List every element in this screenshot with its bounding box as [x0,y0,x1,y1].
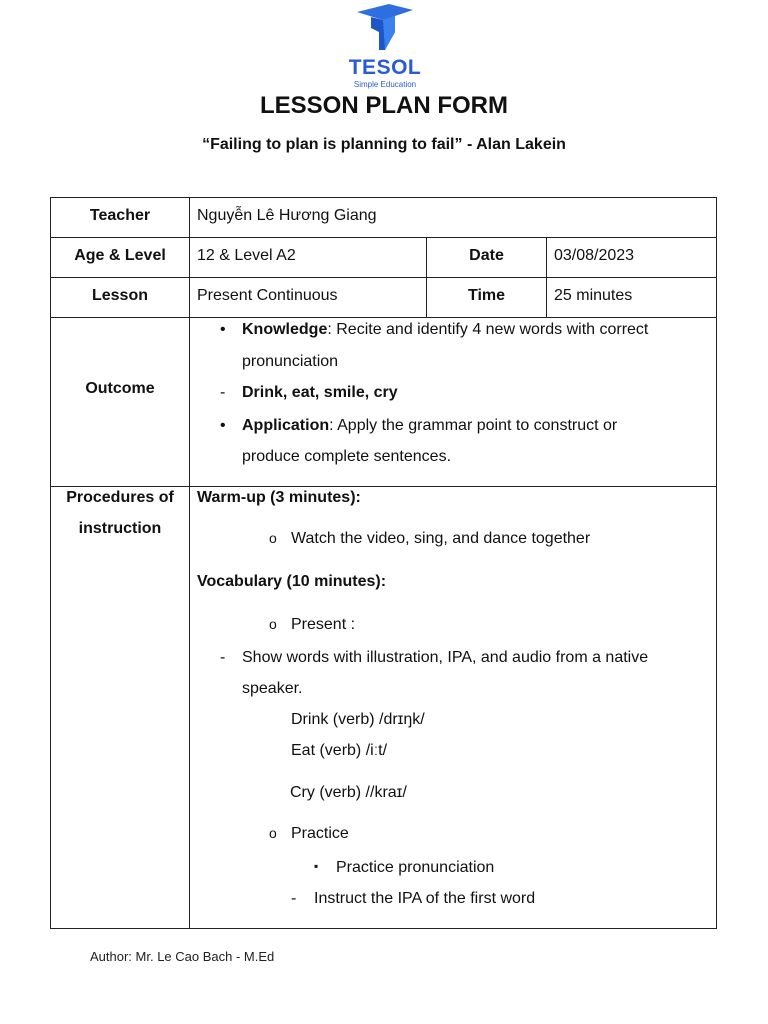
date-value: 03/08/2023 [546,238,716,277]
warmup-item: Watch the video, sing, and dance together [291,530,591,547]
application-label: Application [242,417,330,434]
circle-bullet-icon: o [269,616,277,632]
procedures-content [189,487,716,928]
logo-name: TESOL [348,56,422,79]
bullet-icon: • [220,417,226,434]
procedures-row [50,486,717,929]
page-title: LESSON PLAN FORM [259,92,508,119]
lesson-label: Lesson [91,287,148,304]
logo-tagline: Simple Education [353,80,417,89]
age-level-label: Age & Level [74,247,166,264]
outcome-content [189,318,716,486]
application-line [242,417,617,435]
square-bullet-icon: ▪ [314,859,319,873]
show-words-line: Show words with illustration, IPA, and audio from a native [242,649,649,666]
vocab-word-eat: Eat (verb) /iːt/ [291,742,388,759]
procedures-label-1: Procedures of [66,489,174,506]
dash-icon: - [220,649,226,666]
practice-item: Practice [291,825,349,842]
tesol-logo [340,2,430,92]
procedures-label-cell [51,487,189,928]
present-item: Present : [291,616,356,633]
outcome-row [50,317,717,487]
knowledge-line [242,321,648,339]
lesson-value: Present Continuous [189,278,426,317]
teacher-row [50,197,717,238]
teacher-label: Teacher [89,207,151,224]
time-value: 25 minutes [546,278,716,317]
bullet-icon: • [220,321,226,338]
vocab-word-drink: Drink (verb) /drɪŋk/ [291,711,425,728]
knowledge-text: : Recite and identify 4 new words with correct [327,321,649,338]
circle-bullet-icon: o [269,825,277,841]
teacher-value: Nguyễn Lê Hương Giang [189,198,716,237]
age-level-value: 12 & Level A2 [189,238,426,277]
instruct-line: Instruct the IPA of the first word [314,890,536,907]
knowledge-label: Knowledge [242,321,328,338]
dash-icon: - [220,384,226,401]
target-words: Drink, eat, smile, cry [242,384,398,401]
lesson-row [50,277,717,318]
dash-icon: - [291,890,297,907]
author-footer: Author: Mr. Le Cao Bach - M.Ed [90,949,275,964]
show-words-cont: speaker. [242,680,303,697]
application-cont: produce complete sentences. [242,448,452,465]
date-label: Date [426,238,546,277]
quote: “Failing to plan is planning to fail” - Alan Lakein [202,136,566,153]
circle-bullet-icon: o [269,530,277,546]
knowledge-cont: pronunciation [242,353,339,370]
procedures-label-2: instruction [78,520,162,537]
graduation-cap-icon [355,2,415,54]
practice-sub: Practice pronunciation [336,859,495,876]
outcome-label: Outcome [85,380,155,397]
warmup-heading: Warm-up (3 minutes): [197,489,361,506]
age-level-row [50,237,717,278]
application-text: : Apply the grammar point to construct or [329,417,618,434]
vocab-word-cry: Cry (verb) //kraɪ/ [290,784,407,801]
vocab-heading: Vocabulary (10 minutes): [197,573,387,590]
time-label: Time [426,278,546,317]
